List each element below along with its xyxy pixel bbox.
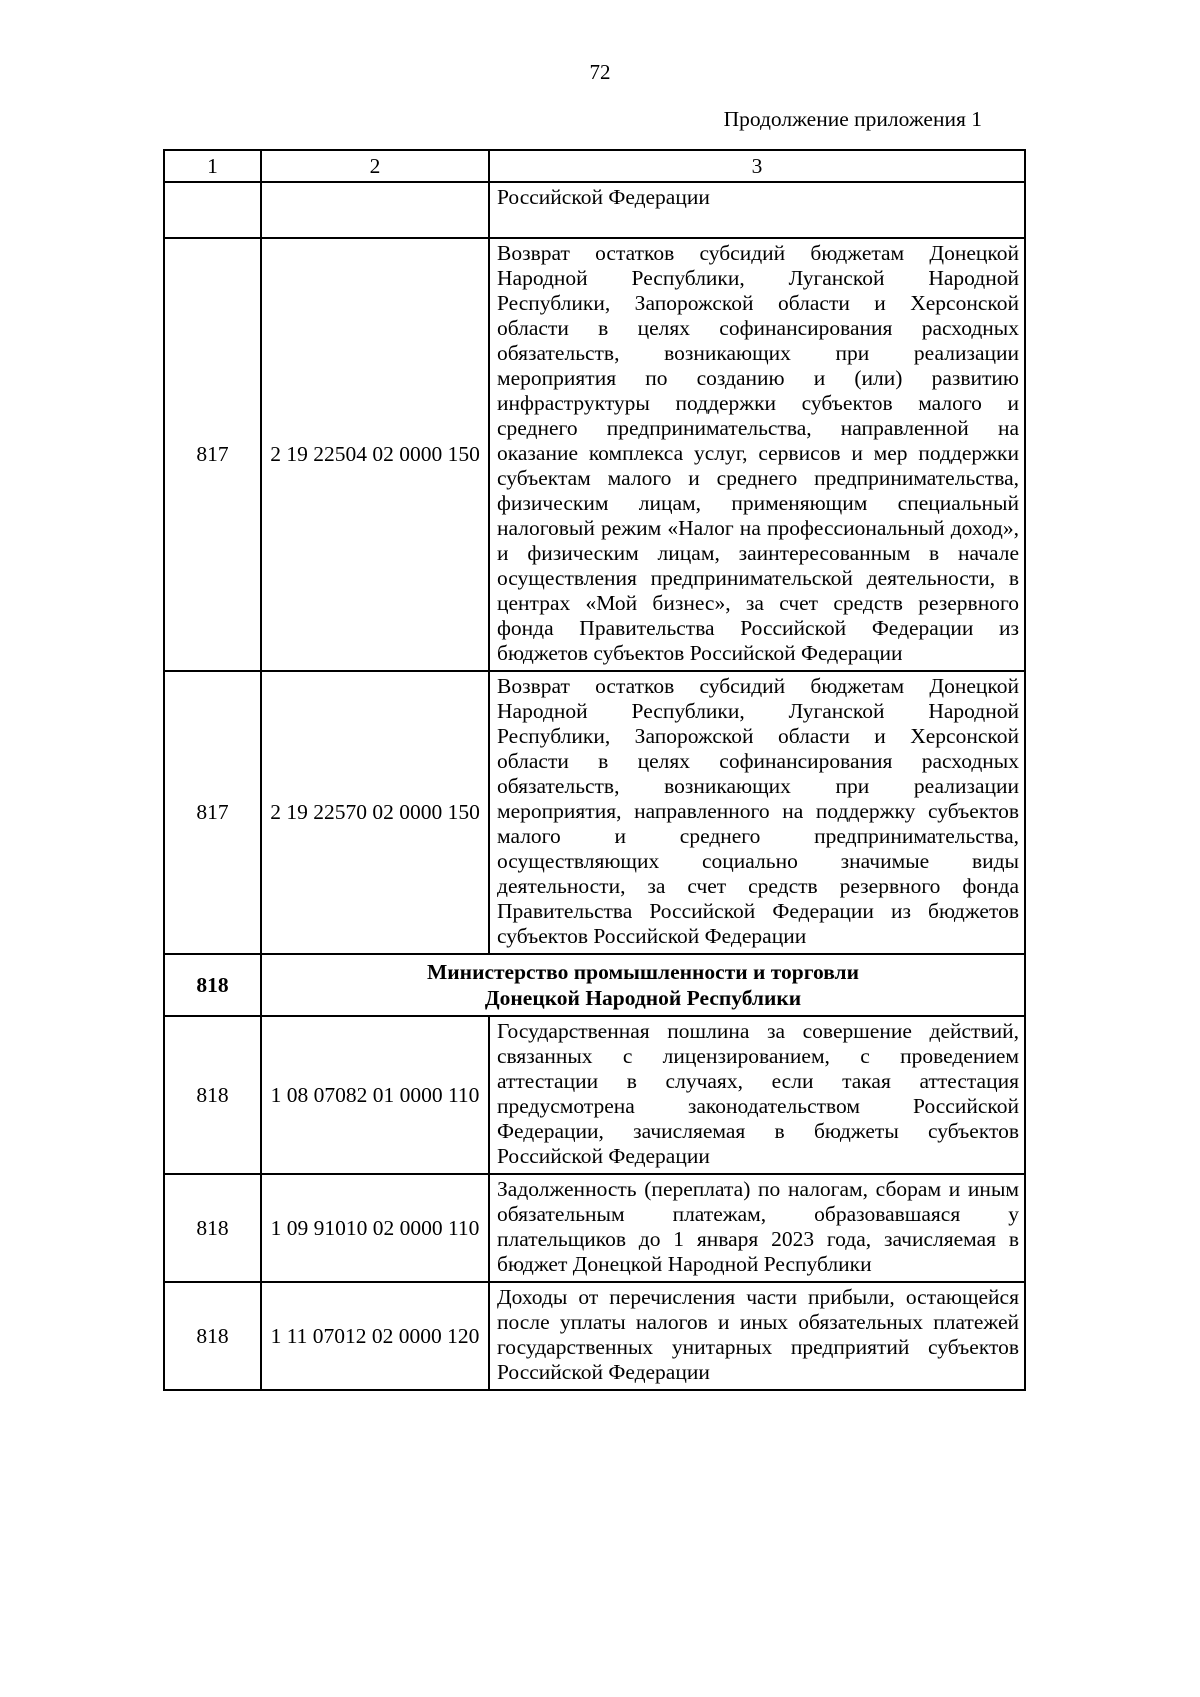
row-text: Государственная пошлина за совершение действий, связанных с лицензированием, с проведением аттестации в случаях, если такая аттестация предусмотрена законодательством Российской Федерации, зачисляемая в бюджеты субъектов Российской Федерации [489,1016,1025,1174]
table-row [164,1016,1025,1174]
column-header-1: 1 [164,150,261,182]
row-text: Доходы от перечисления части прибыли, остающейся после уплаты налогов и иных обязательных платежей государственных унитарных предприятий субъектов Российской Федерации [489,1282,1025,1390]
admin-code-cell: 818 [164,1174,261,1282]
kbk-code-cell: 2 19 22504 02 0000 150 [261,238,489,671]
row-text: Возврат остатков субсидий бюджетам Донецкой Народной Республики, Луганской Народной Республики, Запорожской области и Херсонской области в целях софинансирования расходных обязательств, возникающих при реализации мероприятия по созданию и (или) развитию инфраструктуры поддержки субъектов малого и среднего предпринимательства, направленной на оказание комплекса услуг, сервисов и мер поддержки субъектам малого и среднего предпринимательства, физическим лицам, применяющим специальный налоговый режим «Налог на профессиональный доход», и физическим лицам, заинтересованным в начале осуществления предпринимательской деятельности, в центрах «Мой бизнес», за счет средств резервного фонда Правительства Российской Федерации из бюджетов субъектов Российской Федерации [489,238,1025,671]
appendix-continuation-label: Продолжение приложения 1 [723,107,982,131]
ministry-title-line1: Министерство промышленности и торговли [427,960,859,984]
kbk-code-cell: 1 11 07012 02 0000 120 [261,1282,489,1390]
kbk-code-cell: 1 08 07082 01 0000 110 [261,1016,489,1174]
budget-codes-table [163,149,1026,1391]
table-row [164,238,1025,671]
page-number: 72 [589,60,611,84]
admin-code-cell: 818 [164,1016,261,1174]
ministry-title-line2: Донецкой Народной Республики [484,986,802,1010]
column-header-3: 3 [489,150,1025,182]
admin-code-cell: 817 [164,671,261,954]
table-row [164,1282,1025,1390]
admin-code-cell [164,182,261,238]
kbk-code-cell: 2 19 22570 02 0000 150 [261,671,489,954]
admin-code-cell: 817 [164,238,261,671]
column-header-2: 2 [261,150,489,182]
table-row [164,671,1025,954]
row-text: Возврат остатков субсидий бюджетам Донецкой Народной Республики, Луганской Народной Республики, Запорожской области и Херсонской области в целях софинансирования расходных обязательств, возникающих при реализации мероприятия, направленного на поддержку субъектов малого и среднего предпринимательства, осуществляющих социально значимые виды деятельности, за счет средств резервного фонда Правительства Российской Федерации из бюджетов субъектов Российской Федерации [489,671,1025,954]
table-header-row [164,150,1025,182]
ministry-title-cell [261,954,1025,1016]
kbk-code-cell [261,182,489,238]
kbk-code-cell: 1 09 91010 02 0000 110 [261,1174,489,1282]
table-row-ministry-header [164,954,1025,1016]
row-text: Задолженность (переплата) по налогам, сборам и иным обязательным платежам, образовавшаяся у плательщиков до 1 января 2023 года, зачисляемая в бюджет Донецкой Народной Республики [489,1174,1025,1282]
admin-code-cell: 818 [164,954,261,1016]
table-row [164,182,1025,238]
row-text: Российской Федерации [489,182,1025,238]
admin-code-cell: 818 [164,1282,261,1390]
table-row [164,1174,1025,1282]
